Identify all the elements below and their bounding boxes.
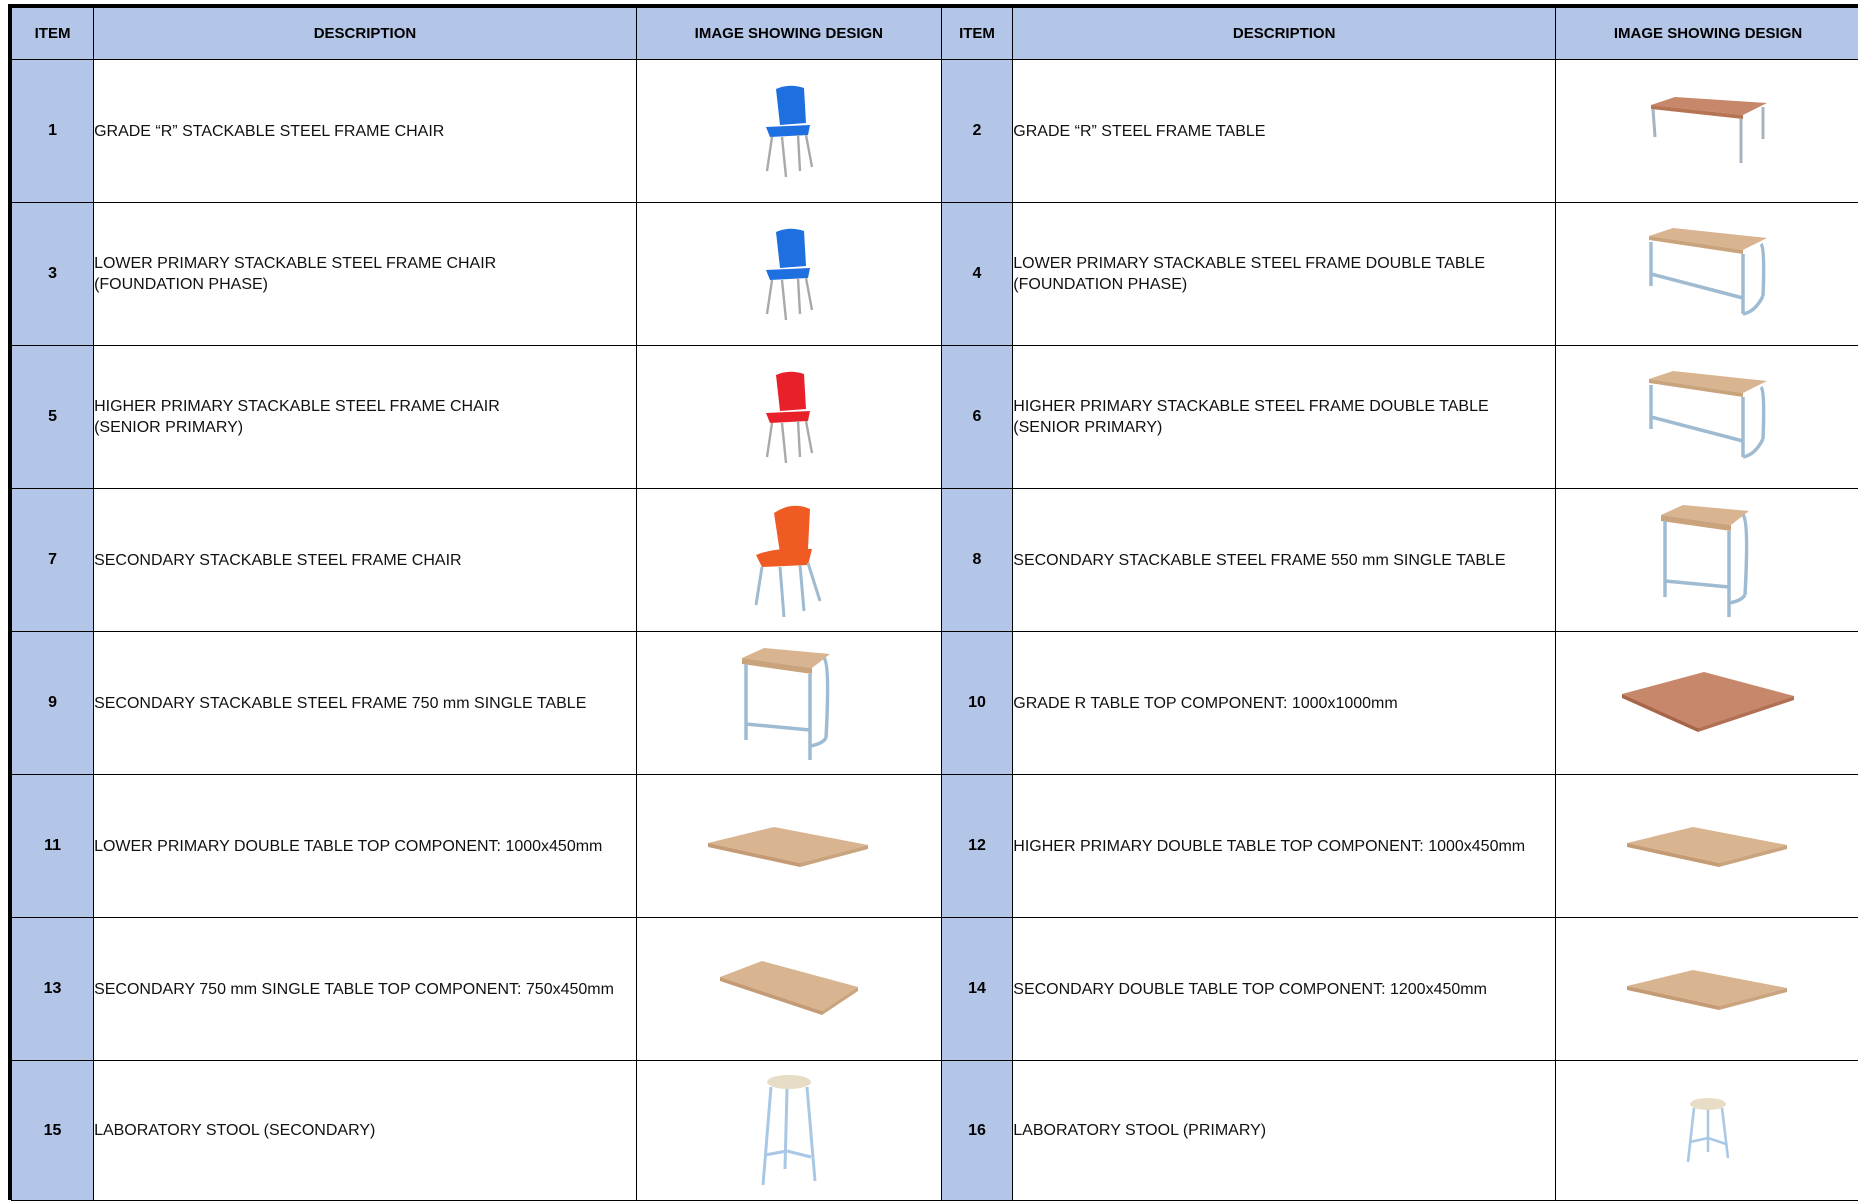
- item-number-left: 9: [12, 632, 94, 775]
- item-description-right: [1013, 632, 1556, 775]
- item-image-right: [1556, 60, 1858, 203]
- item-image-left: [636, 1061, 941, 1201]
- item-number-right: 14: [941, 918, 1013, 1061]
- description-line-2: (SENIOR PRIMARY): [1013, 417, 1555, 438]
- item-image-left: [636, 489, 941, 632]
- table-row: [12, 632, 1858, 775]
- item-number-right: 16: [941, 1061, 1013, 1201]
- item-description-right: [1013, 489, 1556, 632]
- item-description-right: [1013, 203, 1556, 346]
- double-table-icon: [1556, 226, 1858, 322]
- table-row: [12, 775, 1858, 918]
- item-description-left: [94, 203, 637, 346]
- item-description-right: [1013, 1061, 1556, 1201]
- item-number-left: 1: [12, 60, 94, 203]
- item-number-left: 7: [12, 489, 94, 632]
- blue-chair-icon: [637, 226, 941, 322]
- header-item-right: ITEM: [941, 8, 1013, 60]
- item-image-right: [1556, 1061, 1858, 1201]
- description-line-1: GRADE R TABLE TOP COMPONENT: 1000x1000mm: [1013, 693, 1555, 714]
- double-table-icon: [1556, 369, 1858, 465]
- furniture-schedule-sheet: [8, 4, 1858, 1200]
- description-line-2: (FOUNDATION PHASE): [94, 274, 636, 295]
- long-table-top-icon: [1556, 821, 1858, 871]
- item-number-left: 5: [12, 346, 94, 489]
- item-image-right: [1556, 489, 1858, 632]
- furniture-schedule-table: [11, 7, 1858, 1201]
- description-line-1: LOWER PRIMARY DOUBLE TABLE TOP COMPONENT: 1000x450mm: [94, 836, 636, 857]
- description-line-2: (SENIOR PRIMARY): [94, 417, 636, 438]
- description-line-1: LABORATORY STOOL (PRIMARY): [1013, 1120, 1555, 1141]
- item-image-left: [636, 346, 941, 489]
- table-row: [12, 489, 1858, 632]
- long-table-top-icon: [637, 821, 941, 871]
- item-description-right: [1013, 918, 1556, 1061]
- blue-chair-icon: [637, 83, 941, 179]
- single-table-top-icon: [637, 957, 941, 1021]
- item-description-right: [1013, 775, 1556, 918]
- header-image-left: IMAGE SHOWING DESIGN: [636, 8, 941, 60]
- single-table-icon: [637, 644, 941, 762]
- item-image-right: [1556, 632, 1858, 775]
- header-image-right: IMAGE SHOWING DESIGN: [1556, 8, 1858, 60]
- item-description-left: [94, 1061, 637, 1201]
- item-number-right: 10: [941, 632, 1013, 775]
- description-line-1: SECONDARY STACKABLE STEEL FRAME 550 mm SINGLE TABLE: [1013, 550, 1555, 571]
- item-description-left: [94, 632, 637, 775]
- description-line-1: HIGHER PRIMARY DOUBLE TABLE TOP COMPONENT: 1000x450mm: [1013, 836, 1555, 857]
- item-number-left: 3: [12, 203, 94, 346]
- item-description-left: [94, 60, 637, 203]
- grade-r-table-icon: [1556, 93, 1858, 169]
- description-line-1: SECONDARY STACKABLE STEEL FRAME CHAIR: [94, 550, 636, 571]
- item-image-right: [1556, 775, 1858, 918]
- item-image-right: [1556, 918, 1858, 1061]
- description-line-1: GRADE “R” STEEL FRAME TABLE: [1013, 121, 1555, 142]
- description-line-1: LABORATORY STOOL (SECONDARY): [94, 1120, 636, 1141]
- header-row: [12, 8, 1858, 60]
- description-line-1: LOWER PRIMARY STACKABLE STEEL FRAME DOUBLE TABLE: [1013, 253, 1555, 274]
- item-image-right: [1556, 203, 1858, 346]
- item-image-left: [636, 203, 941, 346]
- description-line-1: SECONDARY DOUBLE TABLE TOP COMPONENT: 1200x450mm: [1013, 979, 1555, 1000]
- item-description-left: [94, 489, 637, 632]
- description-line-1: HIGHER PRIMARY STACKABLE STEEL FRAME DOUBLE TABLE: [1013, 396, 1555, 417]
- item-number-left: 13: [12, 918, 94, 1061]
- item-number-right: 6: [941, 346, 1013, 489]
- item-number-left: 15: [12, 1061, 94, 1201]
- long-table-top-icon: [1556, 964, 1858, 1014]
- item-description-right: [1013, 346, 1556, 489]
- tall-stool-icon: [637, 1073, 941, 1189]
- item-description-right: [1013, 60, 1556, 203]
- orange-chair-icon: [637, 501, 941, 619]
- item-description-left: [94, 775, 637, 918]
- item-image-right: [1556, 346, 1858, 489]
- item-image-left: [636, 918, 941, 1061]
- item-number-right: 2: [941, 60, 1013, 203]
- table-row: [12, 60, 1858, 203]
- item-image-left: [636, 632, 941, 775]
- table-row: [12, 1061, 1858, 1201]
- table-row: [12, 918, 1858, 1061]
- header-item-left: ITEM: [12, 8, 94, 60]
- item-number-right: 12: [941, 775, 1013, 918]
- item-description-left: [94, 346, 637, 489]
- item-number-left: 11: [12, 775, 94, 918]
- header-description-right: DESCRIPTION: [1013, 8, 1556, 60]
- item-image-left: [636, 775, 941, 918]
- description-line-1: HIGHER PRIMARY STACKABLE STEEL FRAME CHAIR: [94, 396, 636, 417]
- description-line-1: GRADE “R” STACKABLE STEEL FRAME CHAIR: [94, 121, 636, 142]
- single-table-icon: [1556, 501, 1858, 619]
- description-line-1: SECONDARY STACKABLE STEEL FRAME 750 mm SINGLE TABLE: [94, 693, 636, 714]
- description-line-1: SECONDARY 750 mm SINGLE TABLE TOP COMPONENT: 750x450mm: [94, 979, 636, 1000]
- table-row: [12, 203, 1858, 346]
- item-description-left: [94, 918, 637, 1061]
- header-description-left: DESCRIPTION: [94, 8, 637, 60]
- red-chair-icon: [637, 369, 941, 465]
- description-line-2: (FOUNDATION PHASE): [1013, 274, 1555, 295]
- square-table-top-icon: [1556, 668, 1858, 738]
- item-image-left: [636, 60, 941, 203]
- table-row: [12, 346, 1858, 489]
- short-stool-icon: [1556, 1096, 1858, 1166]
- item-number-right: 4: [941, 203, 1013, 346]
- description-line-1: LOWER PRIMARY STACKABLE STEEL FRAME CHAIR: [94, 253, 636, 274]
- item-number-right: 8: [941, 489, 1013, 632]
